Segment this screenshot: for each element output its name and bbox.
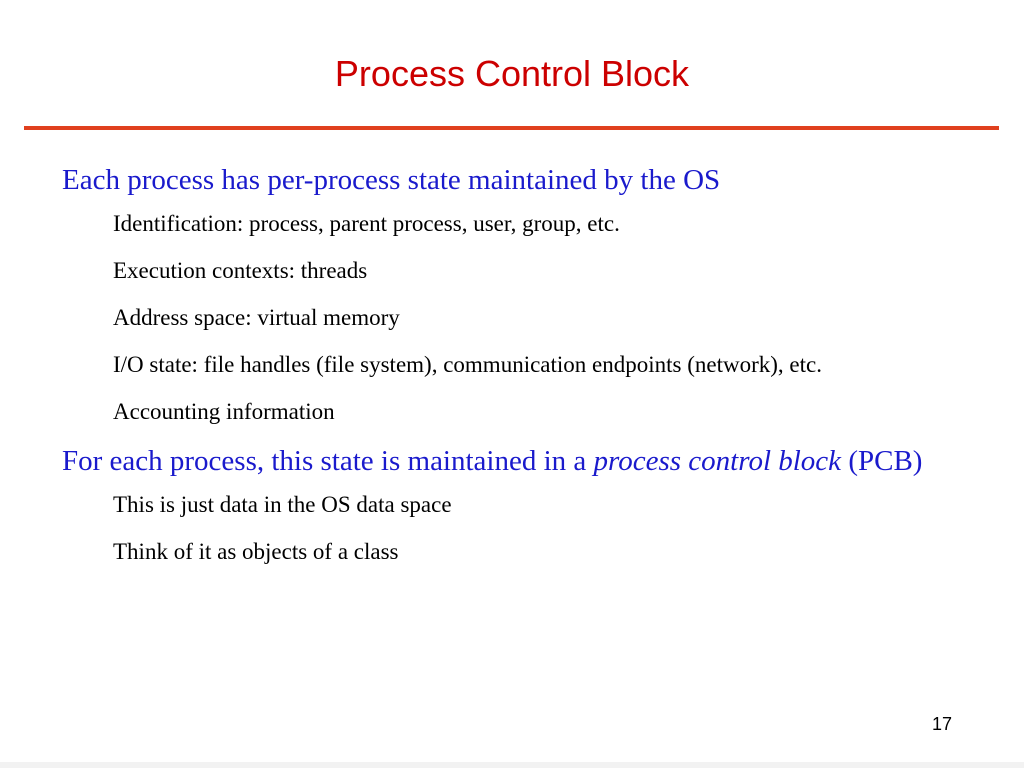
bullet-level2: Think of it as objects of a class — [113, 539, 399, 564]
title-divider — [24, 126, 999, 130]
bullet-level2: Identification: process, parent process, user, group, etc. — [113, 211, 620, 236]
bullet-text-italic: process control block — [593, 445, 842, 477]
footer-strip — [0, 762, 1024, 768]
bullet-level1: Each process has per-process state maintained by the OS — [62, 164, 721, 196]
bullet-level2: Accounting information — [113, 399, 335, 424]
page-number: 17 — [931, 714, 952, 734]
slide-title: Process Control Block — [334, 53, 690, 94]
bullet-text-before: For each process, this state is maintained in a — [62, 445, 594, 477]
bullet-level2: This is just data in the OS data space — [113, 492, 452, 517]
bullet-level2: Execution contexts: threads — [113, 258, 368, 283]
bullet-level2: Address space: virtual memory — [113, 305, 400, 330]
slide-body — [62, 162, 962, 583]
bullet-level1 — [62, 443, 962, 479]
bullet-level2: I/O state: file handles (file system), communication endpoints (network), etc. — [113, 352, 822, 377]
bullet-text-after: (PCB) — [841, 445, 923, 477]
